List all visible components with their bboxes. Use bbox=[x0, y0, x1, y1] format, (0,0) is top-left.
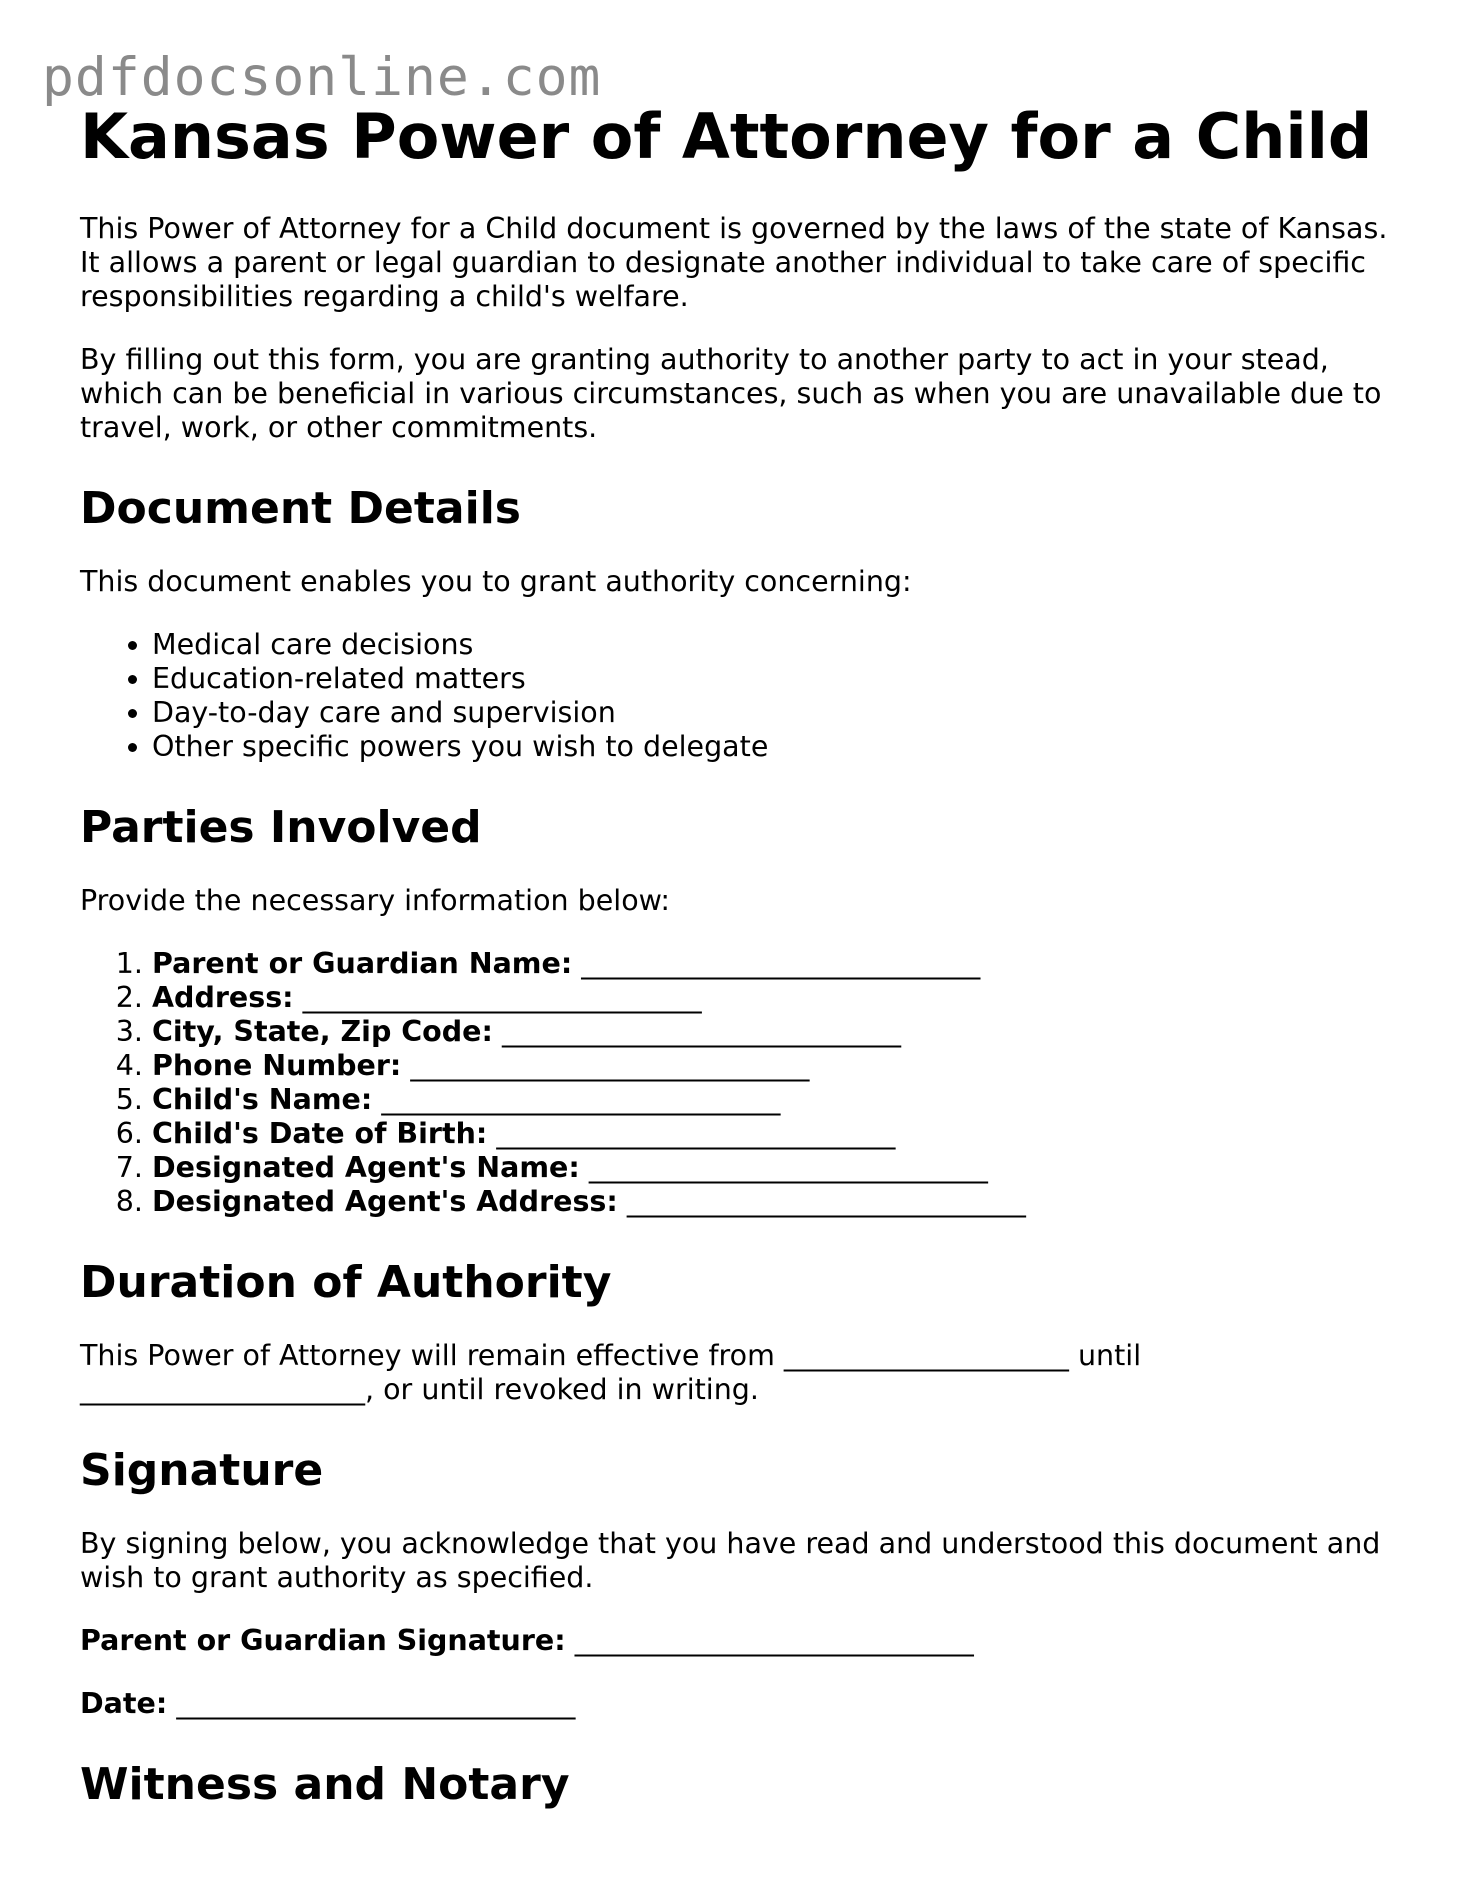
field-city-state-zip[interactable] bbox=[152, 1015, 1410, 1049]
section-heading-witness-notary: Witness and Notary bbox=[80, 1759, 570, 1810]
duration-text bbox=[80, 1339, 1410, 1407]
field-label: Phone Number: bbox=[152, 1049, 402, 1082]
field-parent-guardian-name[interactable] bbox=[152, 947, 1410, 981]
section-heading-document-details: Document Details bbox=[80, 483, 521, 534]
field-label: Child's Name: bbox=[152, 1083, 373, 1116]
duration-until-blank[interactable]: ____________________ bbox=[80, 1373, 365, 1406]
document-title: Kansas Power of Attorney for a Child bbox=[80, 100, 1373, 173]
field-agent-name[interactable] bbox=[152, 1151, 1410, 1185]
authority-list bbox=[80, 628, 1410, 764]
field-label: Designated Agent's Address: bbox=[152, 1185, 618, 1218]
field-agent-address[interactable] bbox=[152, 1185, 1410, 1219]
signature-field[interactable] bbox=[80, 1624, 1410, 1658]
parties-text: Provide the necessary information below: bbox=[80, 884, 670, 917]
field-label: Parent or Guardian Signature: bbox=[80, 1624, 566, 1657]
fill-blank[interactable]: ____________________________ bbox=[381, 1083, 781, 1116]
document-page bbox=[80, 100, 1410, 1841]
section-heading-parties-involved: Parties Involved bbox=[80, 802, 482, 853]
field-child-date-of-birth[interactable] bbox=[152, 1117, 1410, 1151]
list-item: • Other specific powers you wish to delegate bbox=[152, 730, 1410, 764]
parties-field-list bbox=[80, 947, 1410, 1219]
field-phone-number[interactable] bbox=[152, 1049, 1410, 1083]
section-heading-signature: Signature bbox=[80, 1445, 324, 1496]
fill-blank[interactable]: ____________________________ bbox=[410, 1049, 810, 1082]
signature-blank[interactable]: ____________________________ bbox=[574, 1624, 974, 1657]
field-label: City, State, Zip Code: bbox=[152, 1015, 493, 1048]
duration-from-blank[interactable]: ____________________ bbox=[783, 1339, 1069, 1372]
fill-blank[interactable]: ____________________________ bbox=[581, 947, 981, 980]
field-label: Date: bbox=[80, 1687, 168, 1720]
fill-blank[interactable]: ____________________________ bbox=[501, 1015, 901, 1048]
fill-blank[interactable]: ____________________________ bbox=[588, 1151, 988, 1184]
field-child-name[interactable] bbox=[152, 1083, 1410, 1117]
duration-text-after: , or until revoked in writing. bbox=[365, 1373, 759, 1406]
list-item: • Education-related matters bbox=[152, 662, 1410, 696]
field-label: Child's Date of Birth: bbox=[152, 1117, 488, 1150]
date-field[interactable] bbox=[80, 1687, 1410, 1721]
intro-paragraph-1: This Power of Attorney for a Child document is governed by the laws of the state of Kansas. It allows a parent or legal guardian to designate another individual to take care of specific responsibilities regarding a child's welfare. bbox=[80, 212, 1388, 313]
field-label: Designated Agent's Name: bbox=[152, 1151, 580, 1184]
list-item: • Medical care decisions bbox=[152, 628, 1410, 662]
intro-paragraph-2: By filling out this form, you are granting authority to another party to act in your stead, which can be beneficial in various circumstances, such as when you are unavailable due to travel, work, or other commitments. bbox=[80, 343, 1382, 444]
fill-blank[interactable]: ____________________________ bbox=[496, 1117, 896, 1150]
document-details-text: This document enables you to grant authority concerning: bbox=[80, 565, 912, 598]
section-heading-duration: Duration of Authority bbox=[80, 1257, 612, 1308]
field-address[interactable] bbox=[152, 981, 1410, 1015]
duration-text-before: This Power of Attorney will remain effective from bbox=[80, 1339, 775, 1372]
duration-text-middle: until bbox=[1077, 1339, 1142, 1372]
date-blank[interactable]: ____________________________ bbox=[176, 1687, 576, 1720]
fill-blank[interactable]: ____________________________ bbox=[302, 981, 702, 1014]
fill-blank[interactable]: ____________________________ bbox=[626, 1185, 1026, 1218]
list-item: • Day-to-day care and supervision bbox=[152, 696, 1410, 730]
signature-text: By signing below, you acknowledge that you have read and understood this document and wish to grant authority as specified. bbox=[80, 1527, 1381, 1594]
watermark: pdfdocsonline.com bbox=[42, 47, 602, 108]
field-label: Address: bbox=[152, 981, 294, 1014]
field-label: Parent or Guardian Name: bbox=[152, 947, 573, 980]
